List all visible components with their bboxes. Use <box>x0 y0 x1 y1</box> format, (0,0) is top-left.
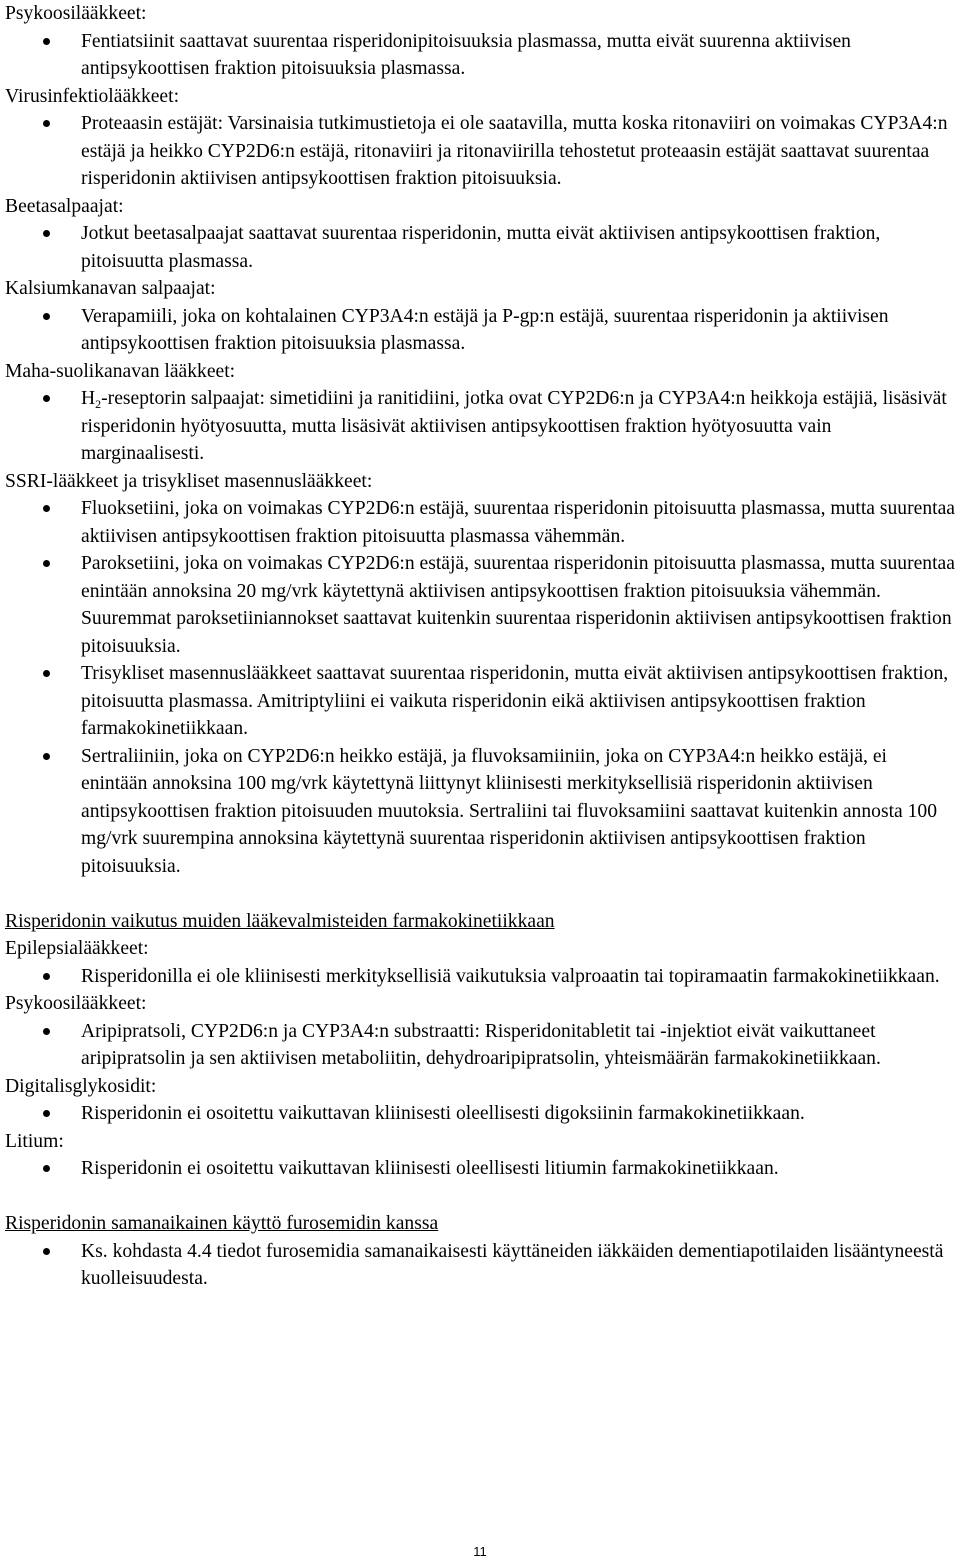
category-heading: Psykoosilääkkeet: <box>5 993 147 1014</box>
bullet-icon <box>43 1248 50 1255</box>
list-item-text: Trisykliset masennuslääkkeet saattavat suurentaa risperidonin, mutta eivät aktiivisen antipsykoottisen fraktion, pitoisuutta plasmassa. Amitriptyliini ei vaikuta risperidonin eikä aktiivisen antipsykoottisen fraktion farmakokinetiikkaan. <box>81 663 949 739</box>
list-item <box>5 1018 955 1073</box>
list-item-text: Sertraliiniin, joka on CYP2D6:n heikko estäjä, ja fluvoksamiiniin, joka on CYP3A4:n heikko estäjä, ei enintään annoksina 100 mg/vrk käytettynä liittynyt kliinisesti merkityksellisiä risperidonin aktiivisen antipsykoottisen fraktion pitoisuuden muutoksia. Sertraliini tai fluvoksamiini saattavat kuitenkin annosta 100 mg/vrk suurempina annoksina käytettynä suurentaa risperidonin aktiivisen antipsykoottisen fraktion pitoisuuksia. <box>81 745 938 877</box>
bullet-icon <box>43 230 50 237</box>
category-heading: Virusinfektiolääkkeet: <box>5 85 180 107</box>
bullet-list <box>5 1155 955 1183</box>
bullet-icon <box>43 38 50 45</box>
list-item <box>5 303 955 358</box>
h2-subscript: 2 <box>95 397 102 411</box>
section-furosemide <box>5 1210 955 1293</box>
list-item <box>5 385 955 468</box>
page-number: 11 <box>473 1544 487 1559</box>
list-item-text: Risperidonin ei osoitettu vaikuttavan kliinisesti oleellisesti litiumin farmakokinetiikkaan. <box>81 1158 779 1179</box>
bullet-icon <box>43 1110 50 1117</box>
bullet-icon <box>43 973 50 980</box>
bullet-list <box>5 303 955 358</box>
list-item <box>5 1238 955 1293</box>
category-heading: Litium: <box>5 1130 64 1152</box>
list-item <box>5 495 955 550</box>
list-item-text: Jotkut beetasalpaajat saattavat suurentaa risperidonin, mutta eivät aktiivisen antipsykoottisen fraktion, pitoisuutta plasmassa. <box>81 223 881 272</box>
bullet-icon <box>43 505 50 512</box>
bullet-list <box>5 1238 955 1293</box>
bullet-icon <box>43 120 50 127</box>
bullet-icon <box>43 395 50 402</box>
section-effects-on-other-drugs <box>5 908 955 1183</box>
bullet-icon <box>43 1028 50 1035</box>
h2-prefix: H <box>81 388 96 409</box>
list-item-text: Aripipratsoli, CYP2D6:n ja CYP3A4:n substraatti: Risperidonitabletit tai -injektiot eivät vaikuttaneet aripipratsolin ja sen aktiivisen metaboliitin, dehydroaripipratsolin, yhteismäärän farmakokinetiikkaan. <box>81 1020 881 1069</box>
bullet-list <box>5 1018 955 1073</box>
category-heading: Maha-suolikanavan lääkkeet: <box>5 360 236 382</box>
category-heading: SSRI-lääkkeet ja trisykliset masennuslääkkeet: <box>5 470 373 492</box>
category-heading: Beetasalpaajat: <box>5 195 124 217</box>
list-item-text: Risperidonilla ei ole kliinisesti merkityksellisiä vaikutuksia valproaatin tai topiramaatin farmakokinetiikkaan. <box>81 965 940 987</box>
list-item <box>5 110 955 193</box>
bullet-icon <box>43 313 50 320</box>
bullet-list <box>5 1100 955 1128</box>
bullet-list <box>5 385 955 468</box>
list-item-text: Fluoksetiini, joka on voimakas CYP2D6:n estäjä, suurentaa risperidonin pitoisuutta plasmassa, mutta suurentaa aktiivisen antipsykoottisen fraktion pitoisuutta plasmassa vähemmän. <box>81 498 955 547</box>
category-heading: Kalsiumkanavan salpaajat: <box>5 278 216 299</box>
list-item <box>5 1155 955 1183</box>
list-item <box>5 550 955 660</box>
bullet-icon <box>43 560 50 567</box>
list-item <box>5 963 955 991</box>
bullet-list <box>5 963 955 991</box>
document-body <box>5 0 955 1293</box>
list-item <box>5 1100 955 1128</box>
list-item <box>5 743 955 881</box>
list-item-text: -reseptorin salpaajat: simetidiini ja ranitidiini, jotka ovat CYP2D6:n ja CYP3A4:n heikkoja estäjiä, lisäsivät risperidonin hyötyosuutta, mutta lisäsivät aktiivisen antipsykoottisen fraktion hyötyosuutta vain marginaalisesti. <box>81 388 947 464</box>
bullet-list <box>5 28 955 83</box>
bullet-icon <box>43 670 50 677</box>
bullet-list <box>5 495 955 880</box>
list-item-text: Risperidonin ei osoitettu vaikuttavan kliinisesti oleellisesti digoksiinin farmakokinetiikkaan. <box>81 1103 805 1124</box>
category-heading: Digitalisglykosidit: <box>5 1075 157 1097</box>
list-item-text: Paroksetiini, joka on voimakas CYP2D6:n estäjä, suurentaa risperidonin pitoisuutta plasmassa, mutta suurentaa enintään annoksina 20 mg/vrk käytettynä aktiivisen antipsykoottisen fraktion pitoisuuksia vähemmän. Suuremmat paroksetiiniannokset saattavat kuitenkin suurentaa risperidonin aktiivisen antipsykoottisen fraktion pitoisuuksia. <box>81 553 955 657</box>
section-title: Risperidonin samanaikainen käyttö furosemidin kanssa <box>5 1213 439 1234</box>
list-item <box>5 28 955 83</box>
list-item-text: Fentiatsiinit saattavat suurentaa risperidonipitoisuuksia plasmassa, mutta eivät suurenna aktiivisen antipsykoottisen fraktion pitoisuuksia plasmassa. <box>81 30 851 79</box>
list-item-text: Verapamiili, joka on kohtalainen CYP3A4:n estäjä ja P-gp:n estäjä, suurentaa risperidonin ja aktiivisen antipsykoottisen fraktion pitoisuuksia plasmassa. <box>81 305 889 354</box>
list-item <box>5 220 955 275</box>
bullet-icon <box>43 1165 50 1172</box>
bullet-list <box>5 220 955 275</box>
category-heading: Psykoosilääkkeet: <box>5 3 147 24</box>
section-title: Risperidonin vaikutus muiden lääkevalmisteiden farmakokinetiikkaan <box>5 910 555 932</box>
list-item-text: Ks. kohdasta 4.4 tiedot furosemidia samanaikaisesti käyttäneiden iäkkäiden dementiapotilaiden lisääntyneestä kuolleisuudesta. <box>81 1240 944 1289</box>
category-heading: Epilepsialääkkeet: <box>5 938 149 959</box>
list-item <box>5 660 955 743</box>
list-item-text: Proteaasin estäjät: Varsinaisia tutkimustietoja ei ole saatavilla, mutta koska ritonaviiri on voimakas CYP3A4:n estäjä ja heikko CYP2D6:n estäjä, ritonaviiri ja ritonaviirilla tehostetut proteaasin estäjät saattavat suurentaa risperidonin aktiivisen antipsykoottisen fraktion pitoisuuksia. <box>81 113 948 189</box>
bullet-icon <box>43 753 50 760</box>
bullet-list <box>5 110 955 193</box>
